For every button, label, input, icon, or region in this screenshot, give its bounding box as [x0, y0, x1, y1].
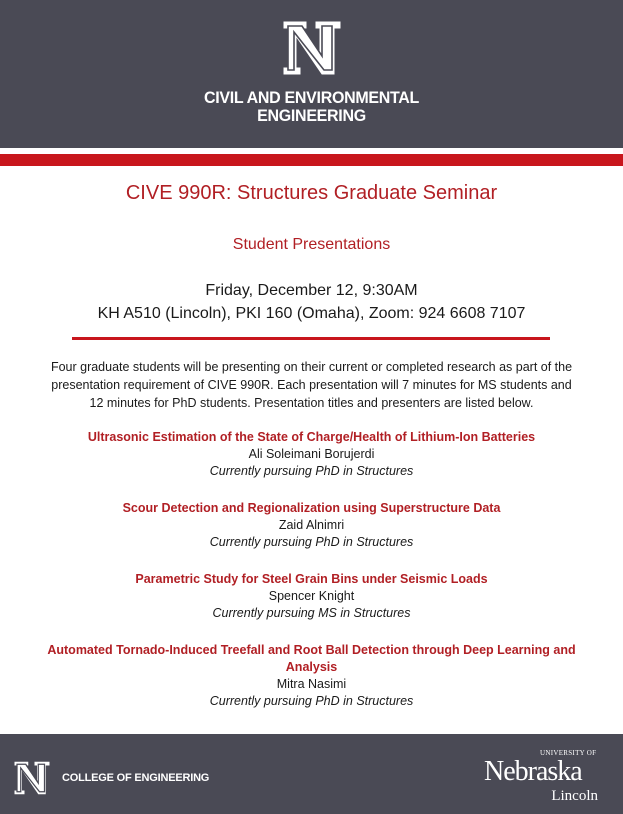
presentation-title: Analysis [285, 660, 338, 674]
presenter-name: Zaid Alnimri [278, 518, 345, 532]
university-wordmark [484, 750, 604, 808]
presenter-status: Currently pursuing PhD in Structures [209, 464, 414, 478]
presenter-status: Currently pursuing MS in Structures [212, 606, 411, 620]
presenter-name: Mitra Nasimi [276, 677, 347, 691]
intro-line: Four graduate students will be presenting on their current or completed research as part of the [50, 360, 573, 374]
presenter-status: Currently pursuing PhD in Structures [209, 535, 414, 549]
presenter-status: Currently pursuing PhD in Structures [209, 694, 414, 708]
presentation-title: Automated Tornado-Induced Treefall and Root Ball Detection through Deep Learning and [47, 643, 576, 657]
presentation-item [28, 429, 595, 480]
presentation-item [28, 500, 595, 551]
college-name: COLLEGE OF ENGINEERING [62, 772, 210, 784]
university-city: Lincoln [551, 788, 598, 804]
seminar-title: CIVE 990R: Structures Graduate Seminar [125, 182, 498, 204]
dept-name-line1: CIVIL AND ENVIRONMENTAL [203, 89, 420, 108]
nebraska-n-logo-icon [12, 758, 52, 798]
dept-name-line2: ENGINEERING [257, 107, 366, 126]
presenter-name: Spencer Knight [268, 589, 355, 603]
footer-banner [0, 734, 623, 814]
nebraska-n-logo-icon [280, 16, 344, 80]
intro-paragraph [28, 358, 595, 412]
presentation-item [28, 642, 595, 710]
header-banner [0, 0, 623, 148]
seminar-subtitle: Student Presentations [232, 236, 391, 253]
event-datetime: Friday, December 12, 9:30AM [205, 282, 418, 299]
university-of-label: UNIVERSITY OF [540, 749, 597, 757]
event-location: KH A510 (Lincoln), PKI 160 (Omaha), Zoom: 924 6608 7107 [97, 305, 526, 322]
header-stripe-red [0, 154, 623, 166]
presentation-title: Parametric Study for Steel Grain Bins under Seismic Loads [135, 572, 488, 586]
presenter-name: Ali Soleimani Borujerdi [248, 447, 375, 461]
presentation-title: Ultrasonic Estimation of the State of Charge/Health of Lithium-Ion Batteries [87, 430, 536, 444]
university-name: Nebraska [484, 756, 582, 787]
divider-rule [72, 337, 550, 340]
intro-line: presentation requirement of CIVE 990R. Each presentation will 7 minutes for MS students and [51, 378, 572, 392]
intro-line: 12 minutes for PhD students. Presentation titles and presenters are listed below. [89, 396, 534, 410]
presentation-item [28, 571, 595, 622]
presentation-title: Scour Detection and Regionalization using Superstructure Data [122, 501, 501, 515]
